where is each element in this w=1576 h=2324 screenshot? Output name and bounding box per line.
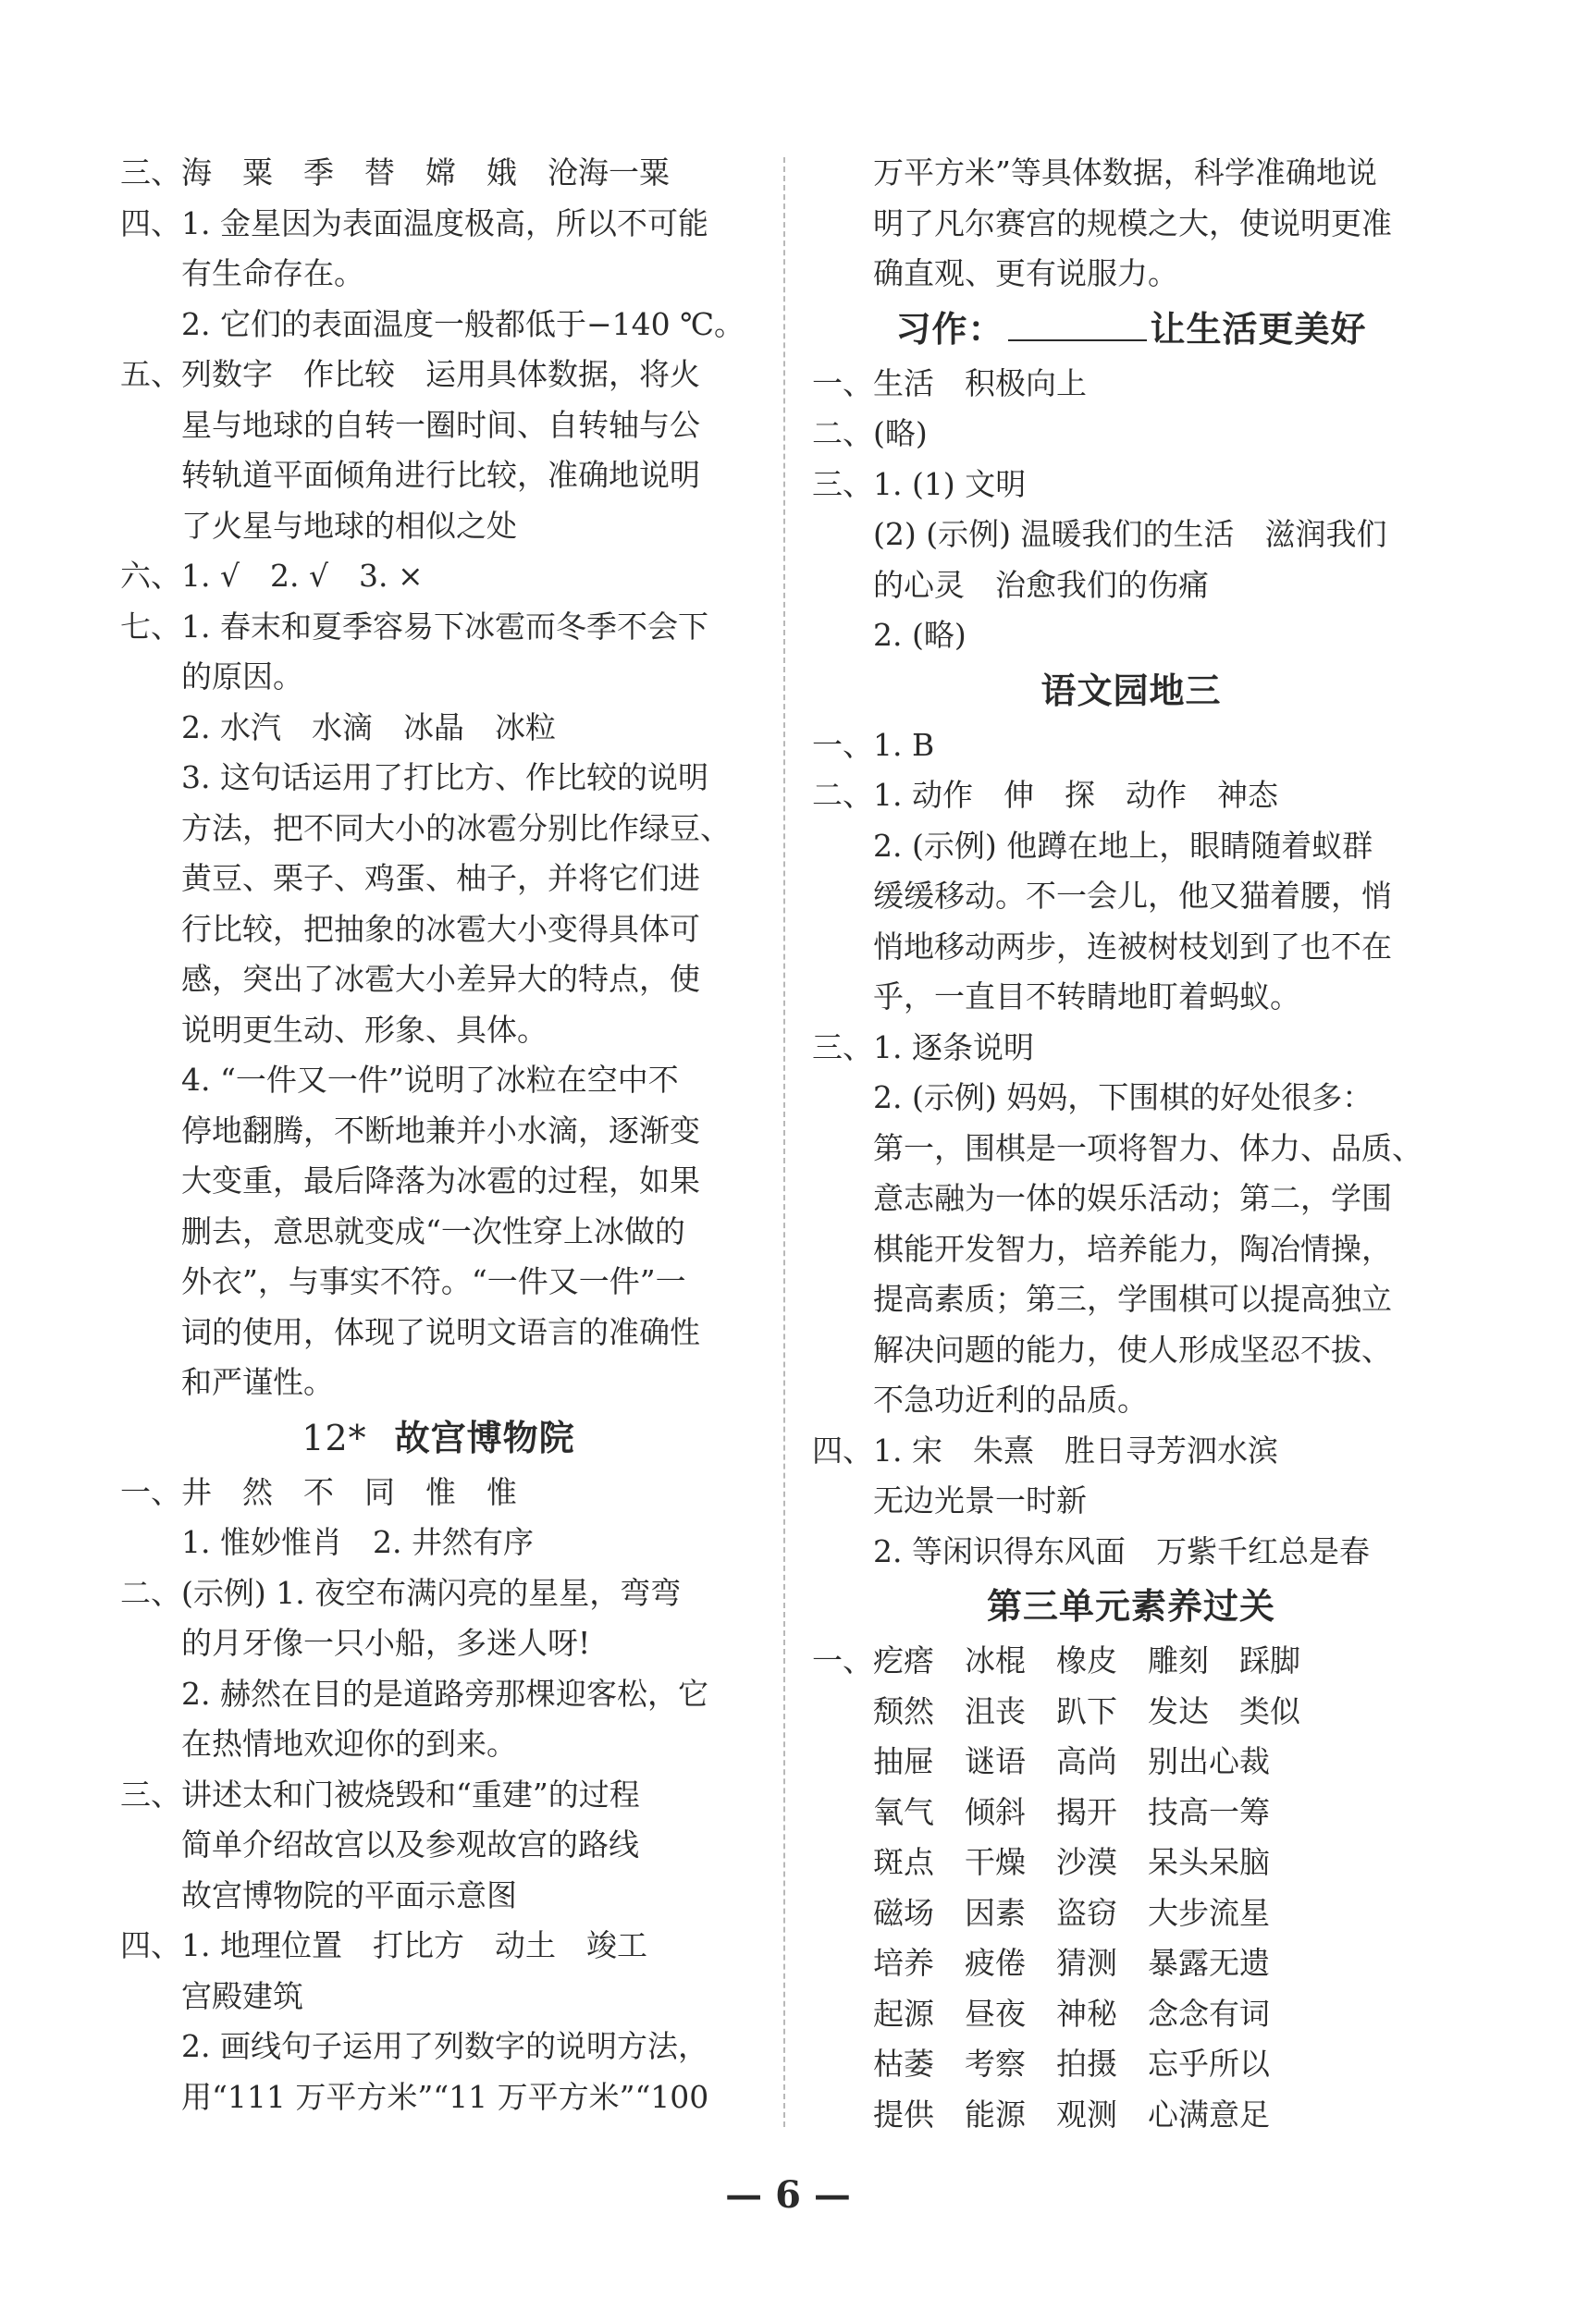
answer-line: 简单介绍故宫以及参观故宫的路线 — [181, 1826, 639, 1863]
answer-line: 2. 水汽 水滴 冰晶 冰粒 — [181, 708, 556, 745]
answer-line: 缓缓移动。不一会儿，他又猫着腰，悄 — [873, 878, 1392, 914]
answer-line: 五、列数字 作比较 运用具体数据，将火 — [120, 356, 700, 392]
answer-line: 悄地移动两步，连被树枝划到了也不在 — [873, 928, 1392, 965]
answer-line: 4. “一件又一件”说明了冰粒在空中不 — [181, 1062, 679, 1098]
answer-line: 颓然 沮丧 趴下 发达 类似 — [873, 1692, 1300, 1729]
answer-line: 提高素质；第三，学围棋可以提高独立 — [873, 1281, 1392, 1317]
answer-line: 感，突出了冰雹大小差异大的特点，使 — [181, 961, 700, 997]
heading-title: 故宫博物院 — [394, 1416, 575, 1458]
answer-line: 枯萎 考察 拍摄 忘乎所以 — [873, 2046, 1270, 2082]
section-heading — [812, 1577, 1450, 1636]
answer-line: 斑点 干燥 沙漠 呆头呆脑 — [873, 1844, 1270, 1880]
answer-line: 四、1. 金星因为表面温度极高，所以不可能 — [120, 204, 708, 241]
answer-line: 二、(示例) 1. 夜空布满闪亮的星星，弯弯 — [120, 1574, 682, 1611]
answer-line: 1. 惟妙惟肖 2. 井然有序 — [181, 1524, 534, 1560]
answer-line: 一、生活 积极向上 — [812, 364, 1087, 401]
answer-line: 删去，意思就变成“一次性穿上冰做的 — [181, 1212, 685, 1249]
answer-line: 一、井 然 不 同 惟 惟 — [120, 1473, 517, 1510]
answer-line: 停地翻腾，不断地兼并小水滴，逐渐变 — [181, 1112, 700, 1149]
answer-line: 培养 疲倦 猜测 暴露无遗 — [873, 1945, 1270, 1981]
answer-line: 2. 画线句子运用了列数字的说明方法， — [181, 2028, 708, 2064]
answer-line: 三、1. 逐条说明 — [812, 1028, 1034, 1065]
fill-blank-line — [1008, 312, 1147, 341]
answer-line: 不急功近利的品质。 — [873, 1382, 1148, 1418]
answer-line: 万平方米”等具体数据，科学准确地说 — [873, 154, 1377, 191]
answer-line: 三、1. (1) 文明 — [812, 465, 1027, 502]
answer-line: 意志融为一体的娱乐活动；第二，学围 — [873, 1180, 1392, 1216]
answer-line: 宫殿建筑 — [181, 1977, 303, 2014]
answer-line: 一、疙瘩 冰棍 橡皮 雕刻 踩脚 — [812, 1642, 1300, 1678]
answer-line: 第一，围棋是一项将智力、体力、品质、 — [873, 1129, 1422, 1166]
answer-line: 说明更生动、形象、具体。 — [181, 1011, 548, 1048]
answer-line: 和严谨性。 — [181, 1364, 334, 1400]
section-heading — [812, 661, 1450, 720]
answer-line: 二、(略) — [812, 415, 928, 451]
left-column — [120, 148, 757, 2122]
right-column — [812, 148, 1450, 2140]
answer-line: 大变重，最后降落为冰雹的过程，如果 — [181, 1162, 700, 1199]
answer-line: 抽屉 谜语 高尚 别出心裁 — [873, 1743, 1270, 1779]
page-number: — 6 — — [725, 2173, 851, 2217]
section-heading — [120, 1408, 757, 1468]
answer-line: 棋能开发智力，培养能力，陶冶情操， — [873, 1230, 1392, 1267]
heading-suffix: 让生活更美好 — [1150, 307, 1367, 350]
answer-line: 六、1. √ 2. √ 3. × — [120, 558, 424, 594]
answer-line: 的原因。 — [181, 658, 303, 695]
answer-line: 提供 能源 观测 心满意足 — [873, 2096, 1270, 2133]
answer-line: 黄豆、栗子、鸡蛋、柚子，并将它们进 — [181, 860, 700, 896]
heading-title: 语文园地三 — [1040, 669, 1222, 711]
answer-line: 在热情地欢迎你的到来。 — [181, 1726, 517, 1762]
lesson-number: 12* — [302, 1417, 367, 1458]
answer-line: 无边光景一时新 — [873, 1482, 1087, 1519]
answer-line: 起源 昼夜 神秘 念念有词 — [873, 1995, 1270, 2032]
answer-line: 2. 它们的表面温度一般都低于−140 ℃。 — [181, 305, 745, 342]
answer-line: 2. 赫然在目的是道路旁那棵迎客松，它 — [181, 1675, 708, 1712]
answer-line: (2) (示例) 温暖我们的生活 滋润我们 — [873, 516, 1387, 552]
answer-line: 三、讲述太和门被烧毁和“重建”的过程 — [120, 1776, 640, 1813]
section-heading — [812, 300, 1450, 359]
answer-line: 转轨道平面倾角进行比较，准确地说明 — [181, 457, 700, 493]
answer-line: 氧气 倾斜 揭开 技高一筹 — [873, 1793, 1270, 1830]
answer-line: 星与地球的自转一圈时间、自转轴与公 — [181, 406, 700, 443]
answer-line: 有生命存在。 — [181, 255, 364, 291]
answer-line: 方法，把不同大小的冰雹分别比作绿豆、 — [181, 809, 731, 846]
answer-line: 明了凡尔赛宫的规模之大，使说明更准 — [873, 204, 1392, 241]
answer-line: 确直观、更有说服力。 — [873, 255, 1178, 291]
answer-line: 2. (示例) 妈妈，下围棋的好处很多： — [873, 1079, 1373, 1115]
column-divider — [783, 157, 785, 2127]
heading-title: 第三单元素养过关 — [986, 1585, 1275, 1627]
answer-line: 3. 这句话运用了打比方、作比较的说明 — [181, 759, 708, 795]
answer-line: 一、1. B — [812, 726, 935, 763]
answer-line: 三、海 粟 季 替 嫦 娥 沧海一粟 — [120, 154, 670, 191]
answer-line: 磁场 因素 盗窃 大步流星 — [873, 1894, 1270, 1931]
answer-line: 2. 等闲识得东风面 万紫千红总是春 — [873, 1532, 1370, 1569]
answer-line: 二、1. 动作 伸 探 动作 神态 — [812, 777, 1278, 813]
answer-line: 故宫博物院的平面示意图 — [181, 1876, 517, 1913]
answer-line: 2. (略) — [873, 617, 967, 653]
answer-line: 解决问题的能力，使人形成坚忍不拔、 — [873, 1331, 1392, 1368]
answer-line: 的月牙像一只小船，多迷人呀! — [181, 1625, 591, 1661]
answer-line: 外衣”，与事实不符。“一件又一件”一 — [181, 1263, 686, 1299]
answer-line: 七、1. 春末和夏季容易下冰雹而冬季不会下 — [120, 608, 708, 645]
answer-line: 词的使用，体现了说明文语言的准确性 — [181, 1313, 700, 1350]
answer-line: 2. (示例) 他蹲在地上，眼睛随着蚁群 — [873, 827, 1373, 864]
heading-prefix: 习作： — [895, 307, 1004, 350]
answer-line: 用“111 万平方米”“11 万平方米”“100 — [181, 2078, 709, 2115]
answer-line: 四、1. 宋 朱熹 胜日寻芳泗水滨 — [812, 1432, 1278, 1469]
answer-line: 的心灵 治愈我们的伤痛 — [873, 566, 1209, 603]
answer-line: 了火星与地球的相似之处 — [181, 507, 517, 544]
answer-line: 行比较，把抽象的冰雹大小变得具体可 — [181, 910, 700, 947]
answer-line: 四、1. 地理位置 打比方 动土 竣工 — [120, 1927, 647, 1963]
answer-line: 乎，一直目不转睛地盯着蚂蚁。 — [873, 978, 1300, 1014]
